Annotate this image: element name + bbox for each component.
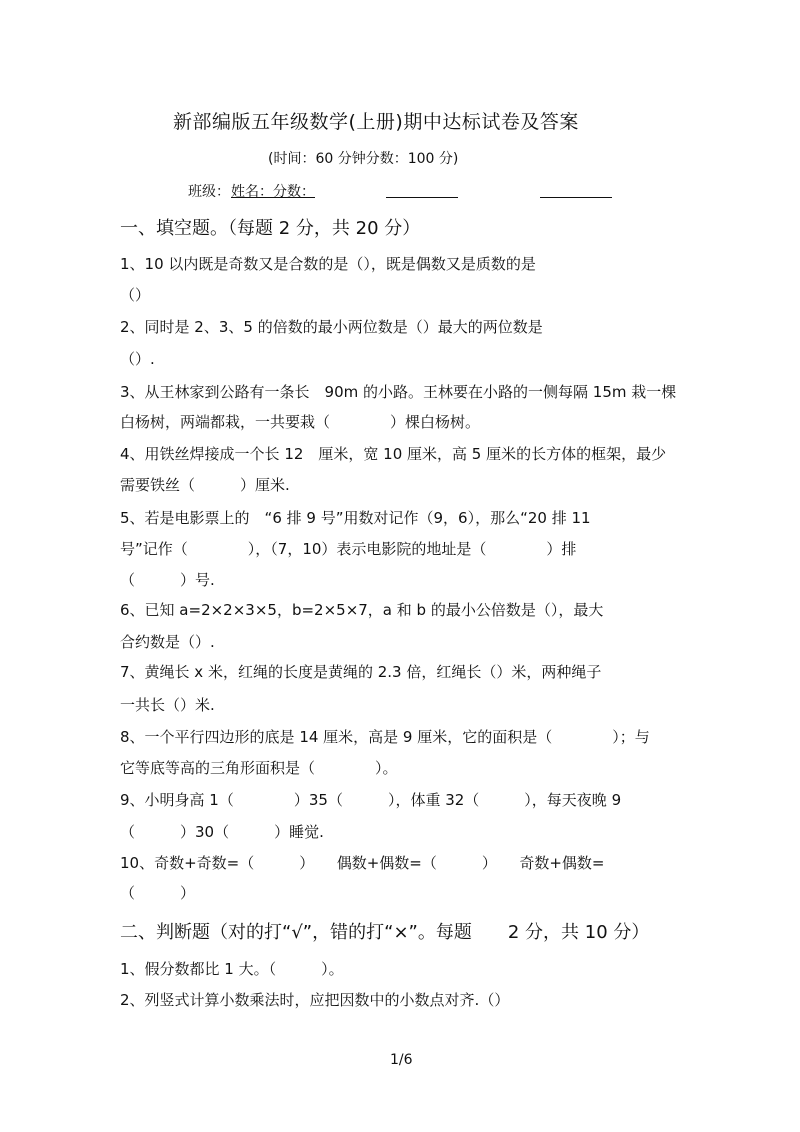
question-line: 4、用铁丝焊接成一个长 12 厘米，宽 10 厘米，高 5 厘米的长方体的框架，最少 [120, 445, 667, 463]
question-line: 3、从王林家到公路有一条长 90m 的小路。王林要在小路的一侧每隔 15m 栽一棵 [120, 383, 677, 401]
section1-heading: 一、填空题。（每题 2 分，共 20 分） [120, 218, 421, 239]
page-number: 1/6 [390, 1052, 413, 1068]
question-line: 需要铁丝（ ）厘米. [120, 476, 290, 494]
question-line: 1、假分数都比 1 大。（ ）。 [120, 960, 344, 978]
question-line: 1、10 以内既是奇数又是合数的是（），既是偶数又是质数的是 [120, 255, 536, 273]
score-blank-line [540, 197, 612, 198]
question-line: （ ）号. [120, 571, 215, 589]
question-line: 8、一个平行四边形的底是 14 厘米，高是 9 厘米，它的面积是（ ）；与 [120, 728, 650, 746]
question-line: （） [120, 286, 151, 304]
question-line: 2、同时是 2、3、5 的倍数的最小两位数是（）最大的两位数是 [120, 318, 543, 336]
question-line: （ ） [120, 884, 196, 902]
class-blank-line [386, 197, 458, 198]
info-class-label: 班级： [188, 184, 230, 200]
question-line: 号”记作（ ），（7，10）表示电影院的地址是（ ）排 [120, 540, 577, 558]
info-name-score-label: 姓名：分数： [231, 184, 315, 200]
exam-subtitle: (时间：60 分钟分数：100 分) [268, 151, 459, 167]
question-line: 6、已知 a=2×2×3×5，b=2×5×7，a 和 b 的最小公倍数是（），最大 [120, 601, 604, 619]
question-line: （）. [120, 350, 155, 368]
question-line: 它等底等高的三角形面积是（ ）。 [120, 759, 398, 777]
question-line: 7、黄绳长 x 米，红绳的长度是黄绳的 2.3 倍，红绳长（）米，两种绳子 [120, 663, 602, 681]
question-line: 2、列竖式计算小数乘法时，应把因数中的小数点对齐.（） [120, 991, 510, 1009]
exam-title: 新部编版五年级数学(上册)期中达标试卷及答案 [173, 111, 579, 133]
question-line: （ ）30（ ）睡觉. [120, 823, 324, 841]
question-line: 合约数是（）. [120, 633, 215, 651]
question-line: 白杨树，两端都栽，一共要栽（ ）棵白杨树。 [120, 413, 481, 431]
question-line: 10、奇数+奇数=（ ） 偶数+偶数=（ ） 奇数+偶数= [120, 854, 605, 872]
question-line: 5、若是电影票上的 “6 排 9 号”用数对记作（9，6），那么“20 排 11 [120, 509, 591, 527]
section2-heading: 二、判断题（对的打“√”，错的打“×”。每题 2 分，共 10 分） [120, 922, 650, 943]
question-line: 9、小明身高 1（ ）35（ ），体重 32（ ），每天夜晚 9 [120, 791, 622, 809]
question-line: 一共长（）米. [120, 696, 215, 714]
